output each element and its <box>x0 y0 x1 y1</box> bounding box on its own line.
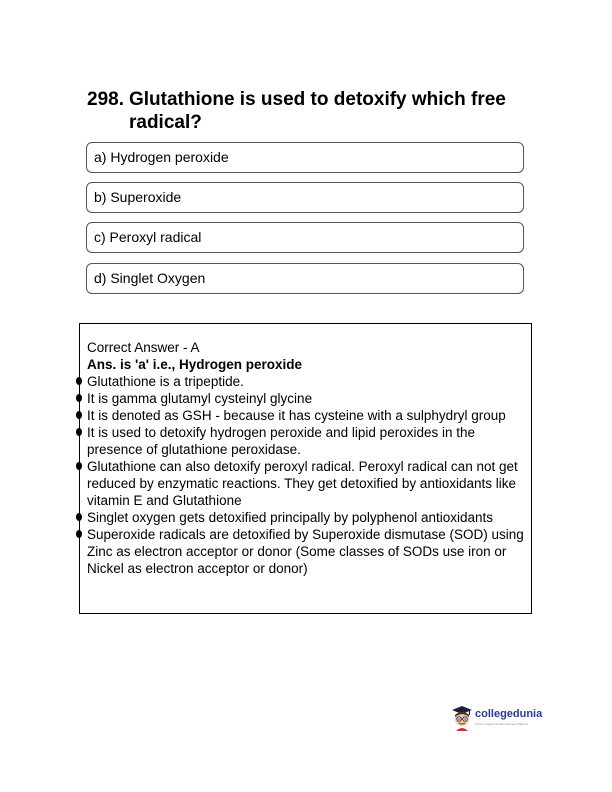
explanation-point: Superoxide radicals are detoxified by Superoxide dismutase (SOD) using Zinc as electron acceptor or donor (Some classes of SODs use iron or Nickel as electron acceptor or donor) <box>87 526 527 577</box>
explanation-point: It is used to detoxify hydrogen peroxide and lipid peroxides in the presence of glutathione peroxidase. <box>87 424 527 458</box>
mascot-icon <box>451 705 473 731</box>
logo-tagline: India's Largest Student Review Platform <box>475 722 529 726</box>
explanation-point: Singlet oxygen gets detoxified principally by polyphenol antioxidants <box>87 509 527 526</box>
question-number: 298. <box>87 89 124 110</box>
logo-wordmark: collegedunia <box>475 708 543 720</box>
option-b[interactable]: b) Superoxide <box>86 182 524 213</box>
explanation-point: Glutathione is a tripeptide. <box>87 373 527 390</box>
option-c[interactable]: c) Peroxyl radical <box>86 222 524 253</box>
explanation-list <box>87 373 527 577</box>
answer-title: Ans. is 'a' i.e., Hydrogen peroxide <box>87 357 302 372</box>
option-a[interactable]: a) Hydrogen peroxide <box>86 142 524 173</box>
explanation-point: It is gamma glutamyl cysteinyl glycine <box>87 390 527 407</box>
collegedunia-logo <box>451 705 546 735</box>
answer-explanation <box>87 339 527 577</box>
explanation-point: It is denoted as GSH - because it has cysteine with a sulphydryl group <box>87 407 527 424</box>
question-text: Glutathione is used to detoxify which free radical? <box>128 89 506 133</box>
explanation-point: Glutathione can also detoxify peroxyl radical. Peroxyl radical can not get reduced by enzymatic reactions. They get detoxified by antioxidants like vitamin E and Glutathione <box>87 458 527 509</box>
question-heading <box>87 88 527 134</box>
correct-answer-label: Correct Answer - A <box>87 340 200 355</box>
option-d[interactable]: d) Singlet Oxygen <box>86 263 524 294</box>
